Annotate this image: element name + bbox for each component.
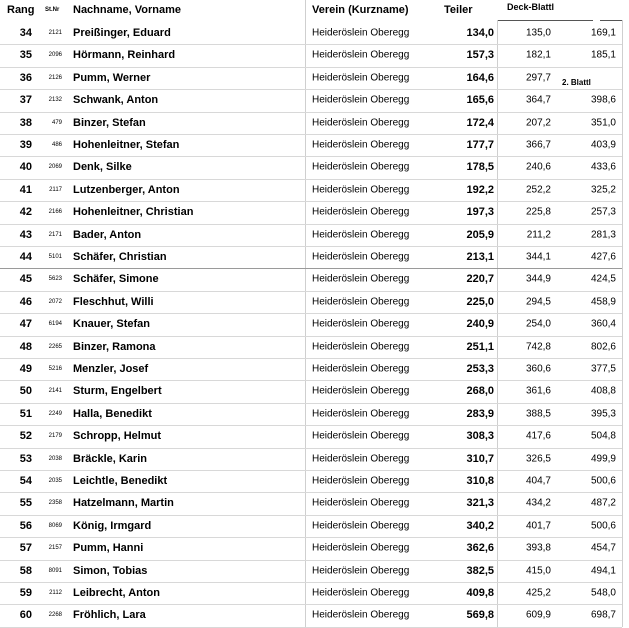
teiler-cell: 310,7 — [466, 452, 494, 465]
rank-cell: 52 — [19, 430, 32, 443]
rank-cell: 60 — [19, 609, 32, 622]
deck-blattl-cell: 297,7 — [525, 72, 551, 84]
rank-cell: 42 — [19, 206, 32, 219]
teiler-cell: 213,1 — [466, 251, 494, 263]
club-cell: Heideröslein Oberegg — [312, 49, 410, 61]
start-number-cell: 2132 — [48, 97, 62, 104]
teiler-cell: 164,6 — [466, 71, 494, 84]
club-cell: Heideröslein Oberegg — [312, 363, 410, 375]
table-row — [0, 246, 629, 268]
header-verein: Verein (Kurzname) — [312, 4, 409, 16]
second-blattl-cell: 281,3 — [590, 229, 616, 241]
deck-blattl-cell: 415,0 — [525, 565, 551, 577]
club-cell: Heideröslein Oberegg — [312, 453, 410, 465]
club-cell: Heideröslein Oberegg — [312, 72, 410, 84]
club-cell: Heideröslein Oberegg — [312, 206, 410, 218]
start-number-cell: 2096 — [48, 52, 62, 59]
club-cell: Heideröslein Oberegg — [312, 609, 410, 621]
header-rang: Rang — [7, 4, 35, 16]
name-cell: Denk, Silke — [73, 161, 132, 174]
deck-blattl-cell: 425,2 — [525, 587, 551, 599]
name-cell: Fröhlich, Lara — [73, 609, 146, 622]
deck-blattl-cell: 361,6 — [525, 385, 551, 397]
teiler-cell: 177,7 — [466, 139, 494, 151]
name-cell: Fleschhut, Willi — [73, 295, 154, 308]
second-blattl-cell: 360,4 — [590, 318, 616, 330]
second-blattl-label: 2. Blattl — [562, 78, 591, 87]
start-number-cell: 2121 — [48, 30, 62, 36]
table-row — [0, 44, 629, 66]
name-cell: Schwank, Anton — [73, 94, 159, 107]
start-number-cell: 2112 — [49, 590, 62, 596]
start-number-cell: 2157 — [48, 545, 62, 552]
rank-cell: 41 — [19, 183, 32, 196]
rank-cell: 50 — [19, 385, 32, 398]
name-cell: Halla, Benedikt — [73, 407, 152, 420]
teiler-cell: 251,1 — [466, 340, 494, 353]
deck-blattl-cell: 211,2 — [526, 229, 551, 241]
club-cell: Heideröslein Oberegg — [312, 139, 410, 151]
table-row — [0, 403, 629, 425]
deck-blattl-cell: 434,2 — [525, 497, 551, 509]
name-cell: Pumm, Hanni — [73, 542, 144, 555]
rank-cell: 57 — [19, 542, 32, 555]
teiler-cell: 340,2 — [466, 519, 494, 532]
start-number-cell: 5216 — [48, 366, 62, 372]
table-row — [0, 89, 629, 111]
name-cell: Hörmann, Reinhard — [73, 49, 176, 62]
deck-blattl-cell: 417,6 — [525, 430, 551, 442]
name-cell: Hohenleitner, Christian — [73, 206, 194, 219]
second-blattl-cell: 487,2 — [590, 497, 616, 509]
name-cell: Bräckle, Karin — [73, 452, 147, 465]
second-blattl-cell: 403,9 — [590, 139, 616, 151]
table-row — [0, 134, 629, 156]
teiler-cell: 165,6 — [466, 94, 494, 107]
name-cell: Pumm, Werner — [73, 71, 151, 84]
table-row — [0, 380, 629, 402]
deck-blattl-cell: 252,2 — [525, 184, 551, 196]
second-blattl-cell: 458,9 — [590, 296, 616, 308]
club-cell: Heideröslein Oberegg — [312, 497, 410, 509]
deck-blattl-cell: 240,6 — [525, 161, 551, 173]
second-blattl-cell: 257,3 — [590, 206, 616, 218]
deck-blattl-cell: 207,2 — [525, 117, 551, 129]
teiler-cell: 240,9 — [466, 318, 494, 331]
rank-cell: 40 — [19, 161, 32, 174]
start-number-cell: 2072 — [48, 298, 62, 305]
deck-blattl-cell: 135,0 — [525, 27, 551, 39]
table-row — [0, 224, 629, 246]
table-row — [0, 492, 629, 514]
club-cell: Heideröslein Oberegg — [312, 273, 410, 285]
header-deck-blattl: Deck-Blattl — [507, 2, 555, 12]
teiler-cell: 197,3 — [466, 206, 494, 219]
deck-blattl-cell: 742,8 — [525, 341, 551, 353]
table-row — [0, 560, 629, 582]
club-cell: Heideröslein Oberegg — [312, 117, 410, 129]
table-row — [0, 336, 629, 358]
rank-cell: 36 — [19, 71, 32, 84]
rank-cell: 59 — [19, 587, 32, 599]
deck-blattl-cell: 404,7 — [525, 475, 551, 487]
deck-blattl-cell: 254,0 — [525, 318, 551, 330]
second-blattl-cell: 169,1 — [590, 27, 616, 39]
second-blattl-cell: 500,6 — [590, 475, 616, 487]
start-number-cell: 2038 — [48, 455, 62, 462]
table-row — [0, 425, 629, 447]
second-blattl-cell: 408,8 — [590, 385, 616, 397]
rank-cell: 38 — [19, 116, 32, 129]
second-blattl-cell: 424,5 — [590, 273, 616, 285]
name-cell: Lutzenberger, Anton — [73, 183, 180, 196]
rank-cell: 34 — [19, 27, 32, 39]
club-cell: Heideröslein Oberegg — [312, 161, 410, 173]
teiler-cell: 569,8 — [466, 609, 494, 622]
deck-blattl-cell: 388,5 — [525, 408, 551, 420]
name-cell: Schäfer, Christian — [73, 251, 167, 263]
table-row — [0, 358, 629, 380]
name-cell: Leichtle, Benedikt — [73, 475, 168, 487]
start-number-cell: 5101 — [48, 254, 62, 260]
club-cell: Heideröslein Oberegg — [312, 430, 410, 442]
table-row — [0, 268, 629, 290]
rank-cell: 49 — [19, 363, 32, 375]
name-cell: König, Irmgard — [73, 519, 152, 532]
start-number-cell: 8091 — [48, 567, 62, 574]
rank-cell: 46 — [19, 295, 32, 308]
start-number-cell: 2358 — [48, 500, 62, 507]
name-cell: Binzer, Stefan — [73, 116, 146, 129]
deck-blattl-cell: 401,7 — [525, 520, 551, 532]
header-underline-right — [600, 20, 622, 21]
second-blattl-cell: 433,6 — [590, 161, 616, 173]
deck-blattl-cell: 609,9 — [525, 609, 551, 621]
rank-cell: 37 — [19, 94, 32, 107]
club-cell: Heideröslein Oberegg — [312, 565, 410, 577]
club-cell: Heideröslein Oberegg — [312, 542, 410, 554]
club-cell: Heideröslein Oberegg — [312, 385, 410, 397]
deck-blattl-cell: 294,5 — [525, 296, 551, 308]
name-cell: Knauer, Stefan — [73, 318, 151, 331]
name-cell: Preißinger, Eduard — [73, 27, 171, 39]
table-row — [0, 112, 629, 134]
teiler-cell: 192,2 — [466, 183, 494, 196]
teiler-cell: 157,3 — [466, 49, 494, 62]
second-blattl-cell: 427,6 — [590, 251, 616, 263]
rank-cell: 54 — [19, 475, 32, 487]
rank-cell: 55 — [19, 497, 32, 510]
name-cell: Bader, Anton — [73, 228, 142, 241]
second-blattl-cell: 454,7 — [590, 542, 616, 554]
second-blattl-cell: 395,3 — [590, 408, 616, 420]
name-cell: Hohenleitner, Stefan — [73, 139, 180, 151]
second-blattl-cell: 494,1 — [590, 565, 616, 577]
deck-blattl-cell: 326,5 — [525, 453, 551, 465]
teiler-cell: 178,5 — [466, 161, 494, 174]
second-blattl-cell: 325,2 — [590, 184, 616, 196]
table-row — [0, 201, 629, 223]
rank-cell: 39 — [19, 139, 32, 151]
name-cell: Schropp, Helmut — [73, 430, 162, 443]
deck-blattl-cell: 344,9 — [525, 273, 551, 285]
rank-cell: 58 — [19, 564, 32, 577]
second-blattl-cell: 499,9 — [590, 453, 616, 465]
club-cell: Heideröslein Oberegg — [312, 520, 410, 532]
teiler-cell: 253,3 — [466, 363, 494, 375]
second-blattl-cell: 802,6 — [590, 341, 616, 353]
club-cell: Heideröslein Oberegg — [312, 27, 410, 39]
deck-blattl-cell: 225,8 — [525, 206, 551, 218]
name-cell: Menzler, Josef — [73, 363, 149, 375]
club-cell: Heideröslein Oberegg — [312, 251, 410, 263]
table-row — [0, 22, 629, 44]
teiler-cell: 172,4 — [466, 116, 494, 129]
teiler-cell: 205,9 — [466, 228, 494, 241]
teiler-cell: 321,3 — [466, 497, 494, 510]
start-number-cell: 2166 — [48, 209, 62, 216]
table-row — [0, 291, 629, 313]
start-number-cell: 2171 — [48, 231, 62, 238]
header-underline — [497, 20, 593, 21]
second-blattl-cell: 398,6 — [590, 94, 616, 106]
table-row — [0, 448, 629, 470]
second-blattl-cell: 698,7 — [590, 609, 616, 621]
name-cell: Simon, Tobias — [73, 564, 148, 577]
teiler-cell: 409,8 — [466, 587, 494, 599]
club-cell: Heideröslein Oberegg — [312, 587, 410, 599]
deck-blattl-cell: 364,7 — [525, 94, 551, 106]
deck-blattl-cell: 344,1 — [525, 251, 551, 263]
teiler-cell: 382,5 — [466, 564, 494, 577]
start-number-cell: 2141 — [48, 388, 62, 395]
table-row — [0, 582, 629, 604]
start-number-cell: 2069 — [48, 164, 62, 171]
table-row — [0, 67, 629, 89]
club-cell: Heideröslein Oberegg — [312, 318, 410, 330]
name-cell: Schäfer, Simone — [73, 273, 159, 286]
start-number-cell: 5623 — [48, 276, 62, 283]
name-cell: Leibrecht, Anton — [73, 587, 160, 599]
teiler-cell: 225,0 — [466, 295, 494, 308]
second-blattl-cell: 351,0 — [590, 117, 616, 129]
rank-cell: 47 — [19, 318, 32, 331]
table-row — [0, 156, 629, 178]
club-cell: Heideröslein Oberegg — [312, 94, 410, 106]
header-teiler: Teiler — [444, 4, 473, 16]
rank-cell: 43 — [19, 228, 32, 241]
rank-cell: 45 — [19, 273, 32, 286]
rank-cell: 53 — [19, 452, 32, 465]
start-number-cell: 2265 — [48, 343, 62, 350]
table-row — [0, 604, 629, 626]
deck-blattl-cell: 360,6 — [525, 363, 551, 375]
start-number-cell: 2035 — [48, 478, 62, 484]
teiler-cell: 362,6 — [466, 542, 494, 555]
name-cell: Hatzelmann, Martin — [73, 497, 174, 510]
teiler-cell: 134,0 — [466, 27, 494, 39]
rank-cell: 56 — [19, 519, 32, 532]
start-number-cell: 2117 — [49, 186, 62, 193]
start-number-cell: 2179 — [48, 433, 62, 440]
deck-blattl-cell: 366,7 — [525, 139, 551, 151]
table-row — [0, 179, 629, 201]
header-name: Nachname, Vorname — [73, 4, 182, 16]
second-blattl-cell: 548,0 — [590, 587, 616, 599]
rank-cell: 35 — [19, 49, 32, 62]
second-blattl-cell: 377,5 — [590, 363, 616, 375]
club-cell: Heideröslein Oberegg — [312, 341, 410, 353]
teiler-cell: 220,7 — [466, 273, 494, 286]
table-row — [0, 470, 629, 492]
name-cell: Sturm, Engelbert — [73, 385, 162, 398]
start-number-cell: 2126 — [48, 74, 62, 81]
start-number-cell: 2268 — [48, 612, 62, 619]
second-blattl-cell: 504,8 — [590, 430, 616, 442]
second-blattl-cell: 185,1 — [590, 49, 616, 61]
start-number-cell: 2249 — [48, 410, 62, 417]
club-cell: Heideröslein Oberegg — [312, 229, 410, 241]
teiler-cell: 268,0 — [466, 385, 494, 398]
deck-blattl-cell: 182,1 — [525, 49, 551, 61]
table-row — [0, 515, 629, 537]
rank-cell: 48 — [19, 340, 32, 353]
club-cell: Heideröslein Oberegg — [312, 408, 410, 420]
rank-cell: 44 — [19, 251, 32, 263]
club-cell: Heideröslein Oberegg — [312, 296, 410, 308]
teiler-cell: 308,3 — [466, 430, 494, 443]
club-cell: Heideröslein Oberegg — [312, 475, 410, 487]
start-number-cell: 486 — [51, 142, 62, 148]
start-number-cell: 8069 — [48, 522, 62, 529]
rank-cell: 51 — [19, 407, 32, 420]
name-cell: Binzer, Ramona — [73, 340, 156, 353]
teiler-cell: 283,9 — [466, 407, 494, 420]
table-row — [0, 537, 629, 559]
club-cell: Heideröslein Oberegg — [312, 184, 410, 196]
table-row — [0, 313, 629, 335]
deck-blattl-cell: 393,8 — [525, 542, 551, 554]
start-number-cell: 479 — [51, 119, 62, 126]
start-number-cell: 6194 — [48, 321, 62, 328]
teiler-cell: 310,8 — [466, 475, 494, 487]
header-stnr: St.Nr — [45, 7, 60, 13]
second-blattl-cell: 500,6 — [590, 520, 616, 532]
